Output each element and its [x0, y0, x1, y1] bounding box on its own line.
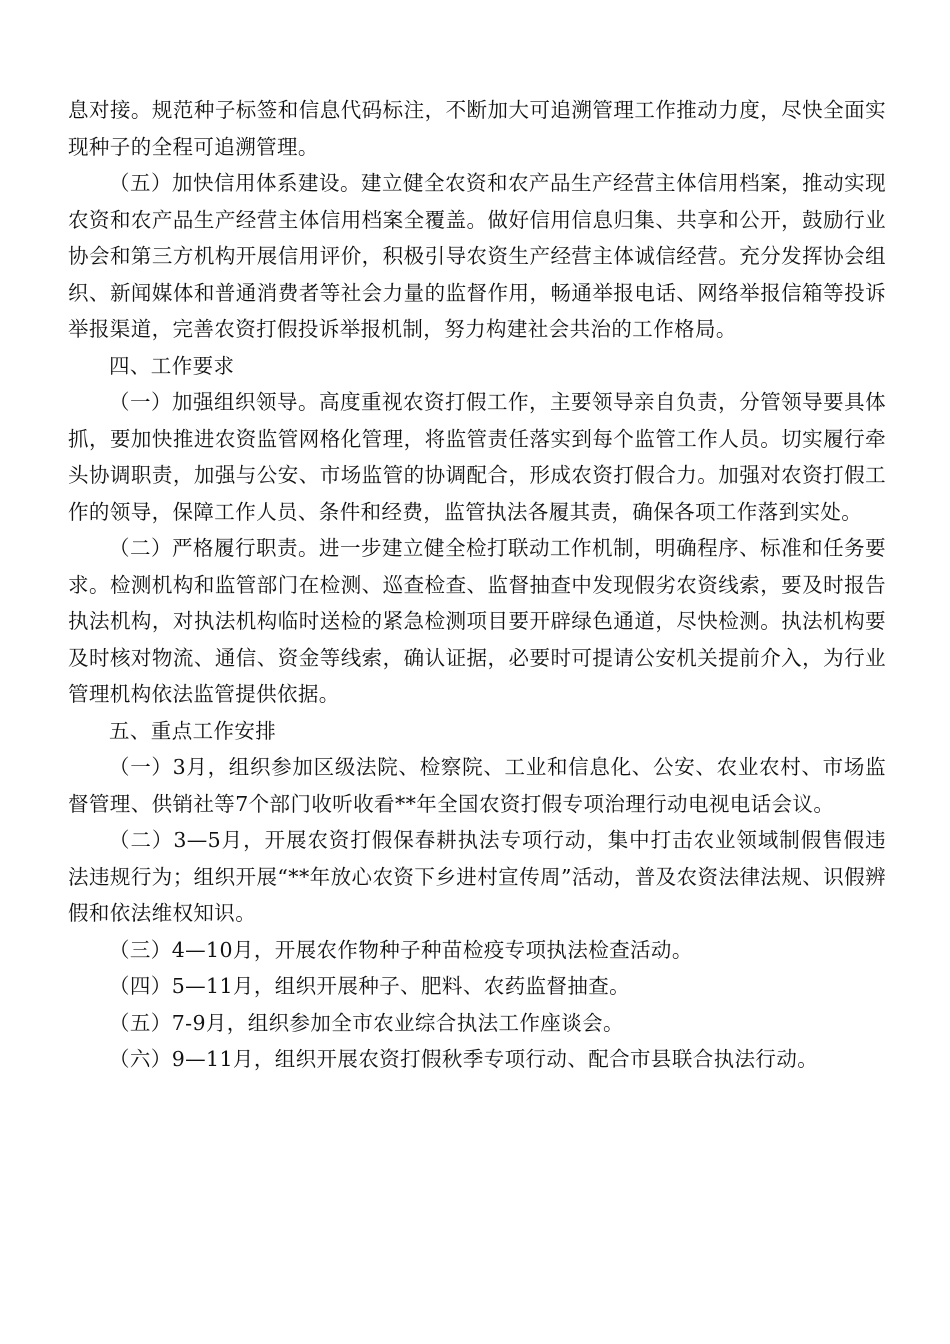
paragraph-credit-system: （五）加快信用体系建设。建立健全农资和农产品生产经营主体信用档案，推动实现农资和农产品生产经营主体信用档案全覆盖。做好信用信息归集、共享和公开，鼓励行业协会和第三方机构开展信用评价，积极引导农资生产经营主体诚信经营。充分发挥协会组织、新闻媒体和普通消费者等社会力量的监督作用，畅通举报电话、网络举报信箱等投诉举报渠道，完善农资打假投诉举报机制，努力构建社会共治的工作格局。: [68, 171, 886, 341]
list-item-march: （一）3月，组织参加区级法院、检察院、工业和信息化、公安、农业农村、市场监督管理、供销社等7个部门收听收看**年全国农资打假专项治理行动电视电话会议。: [68, 755, 886, 816]
section-heading-work-requirements: 四、工作要求: [109, 353, 235, 378]
list-item-april-october: （三）4—10月，开展农作物种子种苗检疫专项执法检查活动。: [109, 937, 693, 962]
paragraph-fulfill-duties: （二）严格履行职责。进一步建立健全检打联动工作机制，明确程序、标准和任务要求。检测机构和监管部门在检测、巡查检查、监督抽查中发现假劣农资线索，要及时报告执法机构，对执法机构临时送检的紧急检测项目要开辟绿色通道，尽快检测。执法机构要及时核对物流、通信、资金等线索，确认证据，必要时可提请公安机关提前介入，为行业管理机构依法监管提供依据。: [68, 536, 886, 706]
list-item-march-may: （二）3—5月，开展农资打假保春耕执法专项行动，集中打击农业领域制假售假违法违规行为；组织开展“**年放心农资下乡进村宣传周”活动，普及农资法律法规、识假辨假和依法维权知识。: [68, 828, 886, 925]
document-body: [68, 92, 886, 1078]
section-heading-key-arrangements: 五、重点工作安排: [109, 718, 277, 743]
list-item-may-november: （四）5—11月，组织开展种子、肥料、农药监督抽查。: [109, 974, 631, 998]
list-item-july-september: （五）7-9月，组织参加全市农业综合执法工作座谈会。: [109, 1010, 624, 1035]
paragraph-organization-leadership: （一）加强组织领导。高度重视农资打假工作，主要领导亲自负责，分管领导要具体抓，要加快推进农资监管网格化管理，将监管责任落实到每个监管工作人员。切实履行牵头协调职责，加强与公安、市场监管的协调配合，形成农资打假合力。加强对农资打假工作的领导，保障工作人员、条件和经费，监管执法各履其责，确保各项工作落到实处。: [68, 390, 886, 524]
paragraph-traceability-end: 息对接。规范种子标签和信息代码标注，不断加大可追溯管理工作推动力度，尽快全面实现种子的全程可追溯管理。: [68, 98, 886, 159]
list-item-september-november: （六）9—11月，组织开展农资打假秋季专项行动、配合市县联合执法行动。: [109, 1047, 819, 1071]
